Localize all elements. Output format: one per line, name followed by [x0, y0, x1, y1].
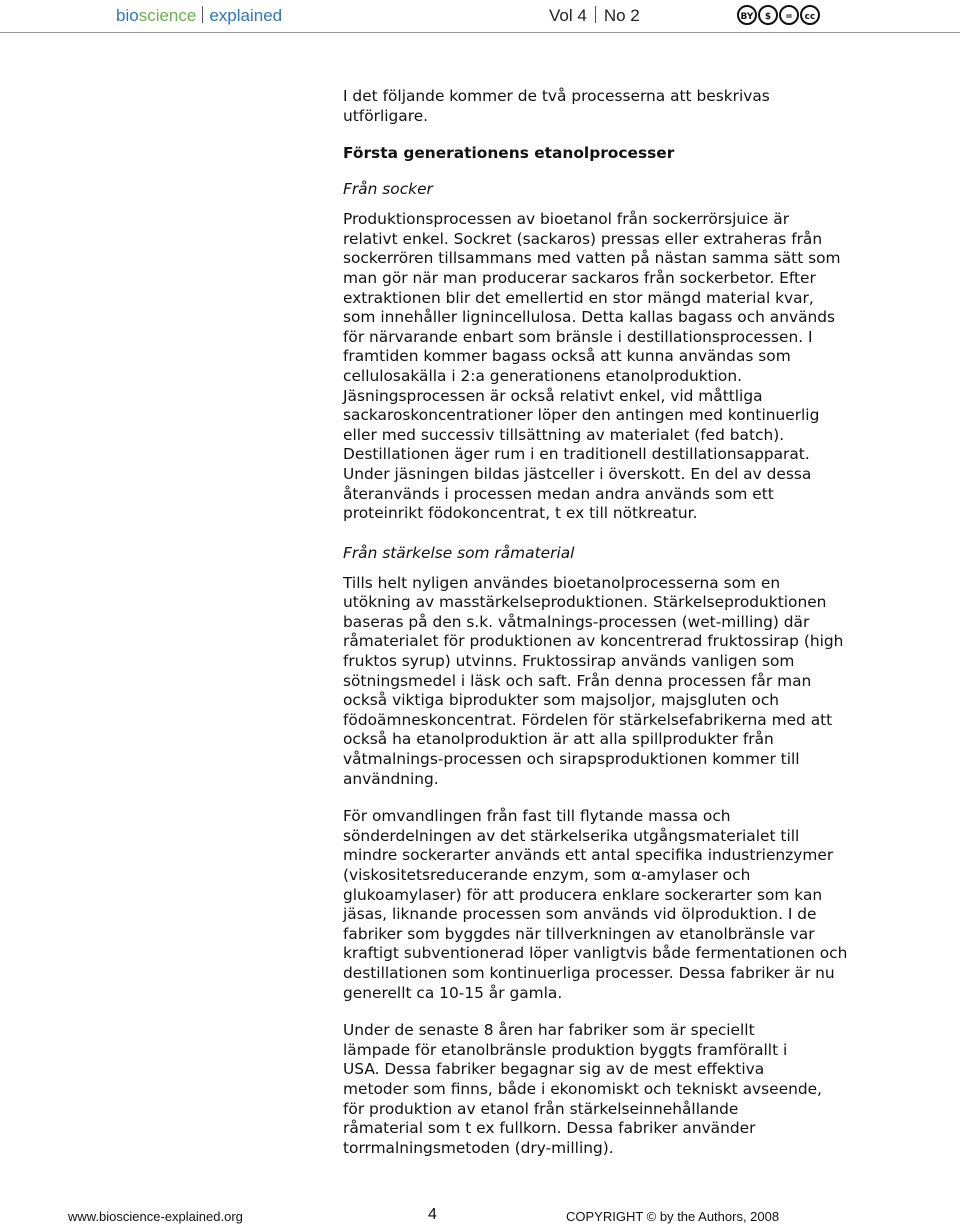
license-icons	[737, 5, 820, 25]
starch-paragraph-3: Under de senaste 8 åren har fabriker som är speciellt lämpade för etanolbränsle produktion byggts framförallt i USA. Dessa fabriker begagnar sig av de mest effektiva metoder som finns, både i ekonomiskt och tekniskt avseende, för produktion av etanol från stärkelseinnehållande råmaterial som t ex fullkorn. Dessa fabriker använder torrmalningsmetoden (dry-milling).	[343, 1021, 822, 1157]
page-number: 4	[428, 1206, 437, 1223]
starch-paragraph-1: Tills helt nyligen användes bioetanolprocesserna som en utökning av masstärkelseproduktionen. Stärkelseproduktionen baseras på den s.k. våtmalnings-processen (wet-milling) där råmaterialet för produktionen av koncentrerad fruktossirap (high fruktos syrup) utvinns. Fruktossirap används vanligen som sötningsmedel i läsk och saft. Från denna processen får man också viktiga biprodukter som majsoljor, majsgluten och födoämneskoncentrat. Fördelen för stärkelsefabrikerna med att också ha etanolproduktion är att alla spillprodukter från våtmalnings-processen och sirapsproduktionen kommer till användning.	[343, 573, 844, 788]
footer-url[interactable]: www.bioscience-explained.org	[68, 1209, 243, 1224]
number-label: No 2	[603, 6, 640, 25]
brand-explained: explained	[209, 6, 283, 25]
intro-paragraph: I det följande kommer de två processerna att beskrivas utförligare.	[343, 87, 770, 125]
page-header	[0, 0, 960, 33]
issue-info	[549, 6, 640, 26]
sugar-paragraph: Produktionsprocessen av bioetanol från sockerrörsjuice är relativt enkel. Sockret (sackaros) pressas eller extraheras från sockerrören tillsammans med vatten på nästan samma sätt som man gör när man producerar sackaros från sockerbetor. Efter extraktionen blir det emellertid en stor mängd material kvar, som innehåller lignincellulosa. Detta kallas bagass och används för närvarande enbart som bränsle i destillationsprocessen. I framtiden kommer bagass också att kunna användas som cellulosakälla i 2:a generationens etanolproduktion. Jäsningsprocessen är också relativt enkel, vid måttliga sackaroskoncentrationer löper den antingen med kontinuerlig eller med successiv tillsättning av materialet (fed batch). Destillationen äger rum i en traditionell destillationsapparat. Under jäsningen bildas jästceller i överskott. En del av dessa återanvänds i processen medan andra används som ett proteinrikt födokoncentrat, t ex till nötkreatur.	[343, 210, 841, 523]
section-title: Första generationens etanolprocesser	[343, 144, 675, 163]
subsection-title-starch: Från stärkelse som råmaterial	[343, 543, 575, 562]
footer-copyright: COPYRIGHT © by the Authors, 2008	[566, 1209, 780, 1224]
article-body	[343, 87, 863, 1158]
brand-bio: bio	[116, 6, 139, 25]
cc-nc-icon: $	[758, 5, 778, 25]
cc-icon: cc	[800, 5, 820, 25]
cc-by-icon: BY	[737, 5, 757, 25]
volume-label: Vol 4	[549, 6, 587, 25]
journal-brand	[116, 6, 282, 26]
issue-divider	[595, 6, 596, 23]
starch-paragraph-2: För omvandlingen från fast till flytande massa och sönderdelningen av det stärkelserika utgångsmaterialet till mindre sockerarter används ett antal specifika industrienzymer (viskositetsreducerande enzym, som α-amylaser och glukoamylaser) för att producera enklare sockerarter som kan jäsas, liknande processen som används vid ölproduktion. I de fabriker som byggdes när tillverkningen av etanolbränsle var kraftigt subventionerad löper vanligtvis både fermentationen och destillationen som kontinuerliga processer. Dessa fabriker är nu generellt ca 10-15 år gamla.	[343, 807, 848, 1002]
subsection-title-sugar: Från socker	[343, 180, 433, 199]
brand-divider	[202, 6, 203, 23]
cc-nd-icon: =	[779, 5, 799, 25]
brand-science: science	[138, 6, 197, 25]
